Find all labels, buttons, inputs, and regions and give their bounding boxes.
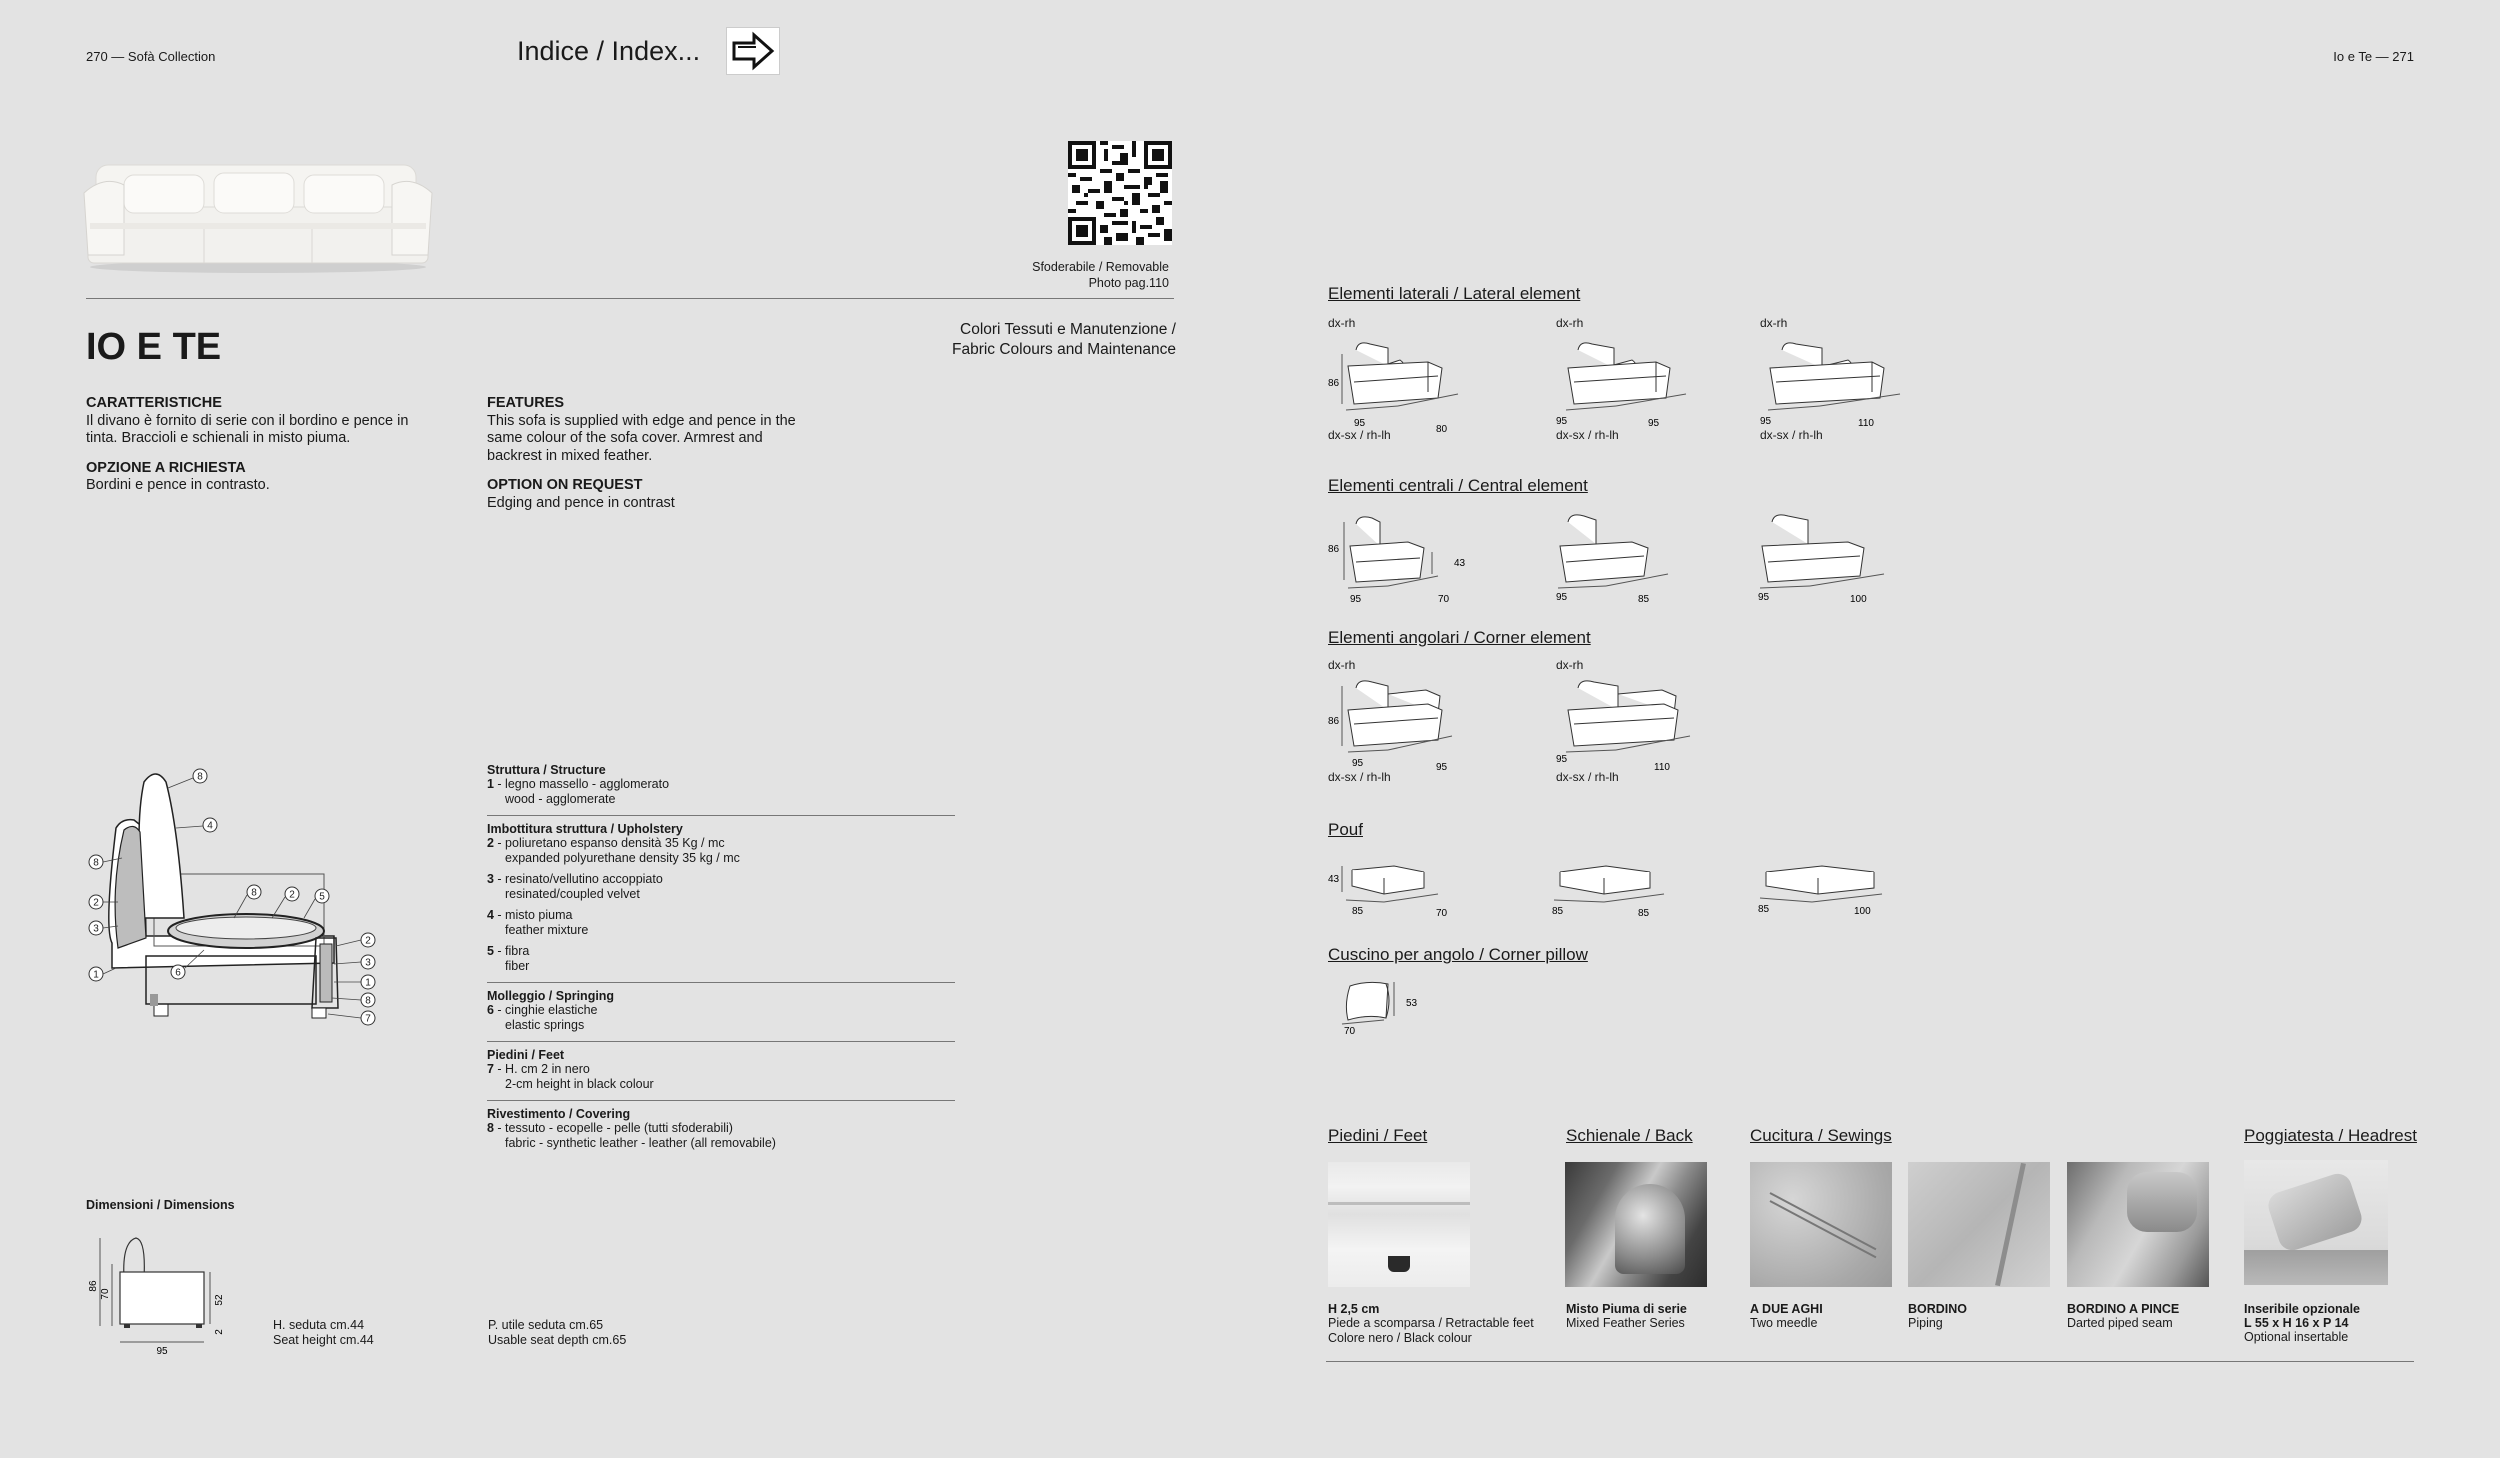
- spec-upholstery-5: - fibra: [493, 944, 530, 958]
- spec-upholstery-2: - poliuretano espanso densità 35 Kg / mc: [493, 836, 725, 850]
- corner-element-link[interactable]: Elementi angolari / Corner element: [1328, 628, 1591, 647]
- dim-depth: 85: [1758, 904, 1770, 915]
- option-heading-en: OPTION ON REQUEST: [487, 477, 643, 493]
- module-top-label: dx-rh: [1760, 316, 1788, 330]
- dim-depth: 95: [1352, 758, 1364, 769]
- product-title: IO E TE: [86, 326, 222, 368]
- dim-height: 86: [1328, 544, 1340, 555]
- module-top-label: dx-rh: [1328, 316, 1356, 330]
- fabric-colours-link[interactable]: [900, 320, 1176, 360]
- dim-depth: 95: [1350, 594, 1362, 605]
- feet-caption-l2: Colore nero / Black colour: [1328, 1330, 1472, 1345]
- sewing-double-needle-photo: [1750, 1162, 1892, 1287]
- specifications: [487, 763, 955, 1151]
- spec-upholstery-title: Imbottitura struttura / Upholstery: [487, 822, 683, 836]
- spec-num: 8: [487, 1121, 494, 1135]
- spec-upholstery-4: - misto piuma: [493, 908, 573, 922]
- dim-depth: 95: [1354, 418, 1366, 429]
- dim-86: 86: [88, 1280, 99, 1292]
- features-heading: FEATURES: [487, 395, 565, 411]
- right-folio: Io e Te — 271: [2333, 49, 2414, 64]
- sewing-caption-1-l1: Two meedle: [1750, 1316, 1818, 1330]
- left-folio: 270 — Sofà Collection: [86, 49, 216, 64]
- corner-module-2: [1556, 658, 1706, 788]
- headrest-photo: [2244, 1160, 2388, 1285]
- back-detail-link[interactable]: Schienale / Back: [1566, 1126, 1693, 1145]
- spec-springing-l1: - cinghie elastiche: [493, 1003, 598, 1017]
- dim-depth: 85: [1552, 906, 1564, 917]
- sewing-darted-piped-photo: [2067, 1162, 2209, 1287]
- dim-depth: 95: [1758, 592, 1770, 603]
- dim-depth: 85: [1352, 906, 1364, 917]
- marker-8d: 8: [365, 995, 371, 1007]
- dimensions-drawing: [84, 1230, 244, 1360]
- sewing-caption-1-bold: A DUE AGHI: [1750, 1302, 1823, 1316]
- italian-description: [86, 395, 426, 495]
- dimensions-title: Dimensioni / Dimensions: [86, 1198, 235, 1212]
- spec-num: 4: [487, 908, 494, 922]
- feet-photo: [1328, 1162, 1470, 1287]
- dim-height: 86: [1328, 716, 1340, 727]
- marker-3b: 3: [365, 957, 371, 969]
- seat-height-it: H. seduta cm.44: [273, 1318, 365, 1332]
- dim-width: 80: [1436, 424, 1448, 435]
- marker-7: 7: [365, 1013, 371, 1025]
- spec-feet-l2: 2-cm height in black colour: [505, 1077, 654, 1091]
- dim-depth: 95: [1760, 416, 1772, 427]
- spec-num: 5: [487, 944, 494, 958]
- pouf-module-3: [1752, 852, 1902, 916]
- back-caption-bold: Misto Piuma di serie: [1566, 1302, 1687, 1316]
- spec-covering-l2: fabric - synthetic leather - leather (all removabile): [505, 1136, 776, 1150]
- dim-width: 85: [1638, 594, 1650, 605]
- marker-8a: 8: [197, 771, 203, 783]
- headrest-caption-l1: Optional insertable: [2244, 1330, 2349, 1344]
- arrow-right-icon: [730, 31, 776, 71]
- spec-structure-l2: wood - agglomerate: [505, 792, 616, 806]
- seat-height-en: Seat height cm.44: [273, 1333, 374, 1347]
- spec-covering-l1: - tessuto - ecopelle - pelle (tutti sfoderabili): [493, 1121, 733, 1135]
- marker-6: 6: [175, 967, 181, 979]
- marker-5: 5: [319, 891, 325, 903]
- module-bottom-label: dx-sx / rh-lh: [1328, 770, 1391, 784]
- dim-width: 70: [1438, 594, 1450, 605]
- sewings-detail-link[interactable]: Cucitura / Sewings: [1750, 1126, 1892, 1145]
- dim-width: 95: [1648, 418, 1660, 429]
- sewing-caption-3-l1: Darted piped seam: [2067, 1316, 2173, 1330]
- char-text: Il divano è fornito di serie con il bordino e pence in tinta. Braccioli e schienali in misto piuma.: [86, 412, 409, 446]
- pouf-link[interactable]: Pouf: [1328, 820, 1363, 839]
- char-heading: CARATTERISTICHE: [86, 395, 222, 411]
- spec-springing-title: Molleggio / Springing: [487, 989, 615, 1003]
- index-link[interactable]: Indice / Index...: [517, 36, 701, 66]
- feet-caption: [1328, 1302, 1534, 1345]
- marker-2c: 2: [365, 935, 371, 947]
- corner-module-1: [1328, 658, 1478, 788]
- marker-2b: 2: [289, 889, 295, 901]
- dim-52: 52: [214, 1294, 225, 1306]
- seat-height: [273, 1318, 374, 1348]
- spec-num: 1: [487, 777, 494, 791]
- dim-width: 70: [1344, 1026, 1356, 1037]
- headrest-caption-b1: Inseribile opzionale: [2244, 1302, 2360, 1316]
- dim-70: 70: [100, 1288, 111, 1300]
- option-text-it: Bordini e pence in contrasto.: [86, 477, 270, 493]
- central-module-1: [1328, 510, 1478, 605]
- spec-structure-title: Struttura / Structure: [487, 763, 606, 777]
- spec-upholstery-2-en: expanded polyurethane density 35 kg / mc: [505, 851, 740, 865]
- module-top-label: dx-rh: [1556, 658, 1584, 672]
- dim-width: 95: [1436, 762, 1448, 773]
- sewing-caption-2-bold: BORDINO: [1908, 1302, 1968, 1316]
- headrest-caption: [2244, 1302, 2360, 1345]
- spec-upholstery-5-en: fiber: [505, 959, 530, 973]
- dim-width: 110: [1858, 418, 1874, 429]
- feet-detail-link[interactable]: Piedini / Feet: [1328, 1126, 1428, 1145]
- dim-height: 43: [1328, 874, 1340, 885]
- index-arrow-button[interactable]: [726, 27, 780, 75]
- lateral-module-3: [1760, 316, 1910, 446]
- central-module-2: [1540, 508, 1690, 605]
- option-text-en: Edging and pence in contrast: [487, 494, 675, 511]
- pouf-module-2: [1546, 852, 1696, 919]
- removable-note: [960, 259, 1169, 291]
- back-caption-l1: Mixed Feather Series: [1566, 1316, 1685, 1330]
- spec-num: 3: [487, 872, 494, 886]
- english-description: [487, 395, 807, 512]
- spec-num: 2: [487, 836, 494, 850]
- dim-height: 86: [1328, 378, 1340, 389]
- module-top-label: dx-rh: [1556, 316, 1584, 330]
- corner-pillow-drawing: [1328, 976, 1428, 1036]
- dim-depth: 95: [1556, 592, 1568, 603]
- back-photo: [1565, 1162, 1707, 1287]
- qr-code[interactable]: [1068, 141, 1172, 245]
- marker-2a: 2: [93, 897, 99, 909]
- fabric-link-line2: Fabric Colours and Maintenance: [951, 341, 1176, 358]
- spec-structure-l1: - legno massello - agglomerato: [493, 777, 670, 791]
- features-text: This sofa is supplied with edge and pence in the same colour of the sofa cover. Armrest and backrest in mixed feather.: [487, 412, 796, 464]
- dim-width: 100: [1850, 594, 1867, 605]
- dim-2: 2: [214, 1329, 225, 1335]
- marker-1b: 1: [365, 977, 371, 989]
- spec-upholstery-3-en: resinated/coupled velvet: [505, 887, 640, 901]
- lateral-module-2: [1556, 316, 1706, 446]
- central-element-link[interactable]: Elementi centrali / Central element: [1328, 476, 1588, 495]
- headrest-detail-link[interactable]: Poggiatesta / Headrest: [2244, 1126, 2417, 1145]
- spec-num: 6: [487, 1003, 494, 1017]
- lateral-element-link[interactable]: Elementi laterali / Lateral element: [1328, 284, 1581, 303]
- central-module-3: [1744, 508, 1894, 605]
- feet-caption-l1: Piede a scomparsa / Retractable feet: [1328, 1316, 1534, 1330]
- back-caption: [1566, 1302, 1687, 1331]
- dim-width: 85: [1638, 908, 1650, 919]
- feet-caption-bold: H 2,5 cm: [1328, 1302, 1380, 1316]
- spec-springing-l2: elastic springs: [505, 1018, 585, 1032]
- marker-3a: 3: [93, 923, 99, 935]
- seat-depth: [488, 1318, 626, 1348]
- corner-pillow-link[interactable]: Cuscino per angolo / Corner pillow: [1328, 945, 1588, 964]
- removable-label: Sfoderabile / Removable: [1032, 260, 1169, 274]
- spec-feet-title: Piedini / Feet: [487, 1048, 565, 1062]
- sewing-piping-photo: [1908, 1162, 2050, 1287]
- module-top-label: dx-rh: [1328, 658, 1356, 672]
- spec-upholstery-3: - resinato/vellutino accoppiato: [493, 872, 663, 886]
- dim-95: 95: [156, 1346, 168, 1357]
- dim-width: 110: [1654, 762, 1670, 773]
- cross-section-diagram: [84, 768, 384, 1028]
- sofa-photo: [84, 145, 432, 275]
- headrest-caption-b2: L 55 x H 16 x P 14: [2244, 1316, 2349, 1330]
- marker-8b: 8: [93, 857, 99, 869]
- module-bottom-label: dx-sx / rh-lh: [1556, 770, 1619, 784]
- seat-depth-it: P. utile seduta cm.65: [488, 1318, 604, 1332]
- spec-upholstery-4-en: feather mixture: [505, 923, 589, 937]
- pouf-module-1: [1328, 852, 1478, 919]
- spec-num: 7: [487, 1062, 494, 1076]
- sewing-caption-1: [1750, 1302, 1823, 1331]
- dim-height: 53: [1406, 998, 1418, 1009]
- dim-width: 100: [1854, 906, 1871, 917]
- seat-depth-en: Usable seat depth cm.65: [488, 1333, 627, 1347]
- lateral-module-1: [1328, 316, 1478, 446]
- spec-feet-l1: - H. cm 2 in nero: [493, 1062, 590, 1076]
- fabric-link-line1: Colori Tessuti e Manutenzione /: [960, 321, 1176, 338]
- marker-4: 4: [207, 820, 213, 832]
- dim-width: 70: [1436, 908, 1448, 919]
- sewing-caption-2-l1: Piping: [1908, 1316, 1943, 1330]
- option-heading-it: OPZIONE A RICHIESTA: [86, 459, 246, 476]
- dim-depth: 95: [1556, 754, 1568, 765]
- sewing-caption-2: [1908, 1302, 1967, 1331]
- sewing-caption-3-bold: BORDINO A PINCE: [2067, 1302, 2180, 1316]
- module-bottom-label: dx-sx / rh-lh: [1328, 428, 1391, 442]
- marker-1a: 1: [93, 969, 99, 981]
- marker-8c: 8: [251, 887, 257, 899]
- dim-seat-height: 43: [1454, 558, 1466, 569]
- spec-covering-title: Rivestimento / Covering: [487, 1107, 631, 1121]
- sewing-caption-3: [2067, 1302, 2179, 1331]
- module-bottom-label: dx-sx / rh-lh: [1556, 428, 1619, 442]
- module-bottom-label: dx-sx / rh-lh: [1760, 428, 1823, 442]
- dim-depth: 95: [1556, 416, 1568, 427]
- photo-page-ref: Photo pag.110: [1088, 276, 1169, 290]
